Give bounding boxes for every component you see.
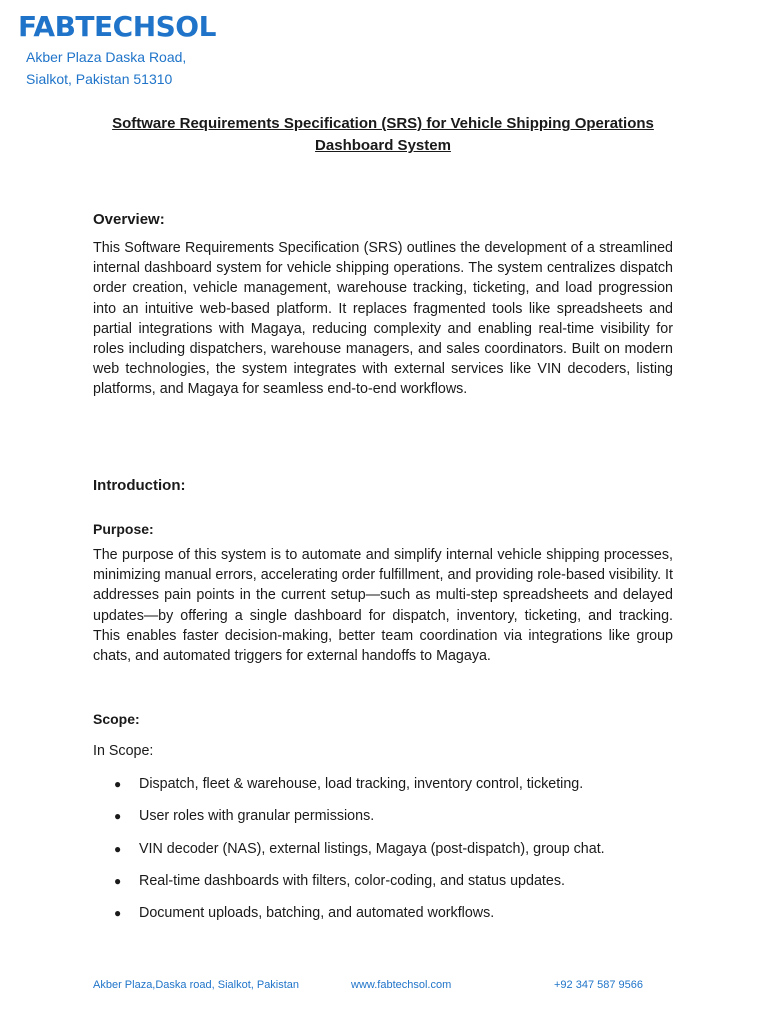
document-title-line-2: Dashboard System: [315, 137, 451, 154]
scope-heading: Scope:: [93, 711, 140, 727]
footer-address: Akber Plaza,Daska road, Sialkot, Pakistan: [93, 979, 300, 991]
in-scope-label: In Scope:: [93, 743, 154, 759]
list-item: [114, 839, 605, 871]
list-item-text: Real-time dashboards with filters, color-coding, and status updates.: [139, 872, 565, 889]
bullet-icon: ●: [114, 809, 122, 824]
list-item-text: VIN decoder (NAS), external listings, Magaya (post-dispatch), group chat.: [139, 840, 605, 857]
purpose-heading: Purpose:: [93, 521, 154, 537]
list-item-text: Dispatch, fleet & warehouse, load tracking, inventory control, ticketing.: [139, 776, 584, 792]
list-item-text: Document uploads, batching, and automated workflows.: [139, 905, 495, 922]
overview-paragraph: This Software Requirements Specification (SRS) outlines the development of a streamlined internal dashboard system for vehicle shipping operations. The system centralizes dispatch order creation, vehicle management, warehouse tracking, ticketing, and load progression into an intuitive web-based platform. It replaces fragmented tools like spreadsheets and partial integrations with Magaya, reducing complexity and enabling real-time visibility for roles including dispatchers, warehouse managers, and sales coordinators. Built on modern web technologies, the system integrates with external services like VIN decoders, listing platforms, and Magaya for seamless end-to-end workflows.: [93, 240, 673, 398]
company-address: [26, 46, 186, 90]
in-scope-list: [114, 774, 605, 935]
address-line-1: Akber Plaza Daska Road,: [26, 49, 187, 65]
overview-heading: Overview:: [93, 211, 165, 228]
footer-phone: +92 347 587 9566: [554, 979, 644, 991]
introduction-heading: Introduction:: [93, 477, 186, 494]
list-item: [114, 871, 605, 903]
footer-website-link[interactable]: www.fabtechsol.com: [351, 979, 452, 991]
document-title-line-1: Software Requirements Specification (SRS) for Vehicle Shipping Operations: [112, 115, 654, 132]
document-title: [93, 113, 673, 157]
bullet-icon: ●: [114, 841, 122, 856]
address-line-2: Sialkot, Pakistan 51310: [26, 71, 173, 87]
bullet-icon: ●: [114, 777, 122, 791]
bullet-icon: ●: [114, 906, 122, 921]
bullet-icon: ●: [114, 873, 122, 888]
company-logo: FABTECHSOL: [18, 10, 216, 43]
list-item: [114, 806, 605, 838]
list-item-text: User roles with granular permissions.: [139, 808, 375, 825]
list-item: [114, 774, 605, 806]
list-item: [114, 903, 605, 935]
purpose-paragraph: The purpose of this system is to automate and simplify internal vehicle shipping processes, minimizing manual errors, accelerating order fulfillment, and providing role-based visibility. It addresses pain points in the current setup—such as multi-step spreadsheets and delayed updates—by offering a single dashboard for dispatch, inventory, ticketing, and tracking. This enables faster decision-making, better team coordination via integrations like group chats, and automated triggers for external handoffs to Magaya.: [93, 547, 673, 665]
